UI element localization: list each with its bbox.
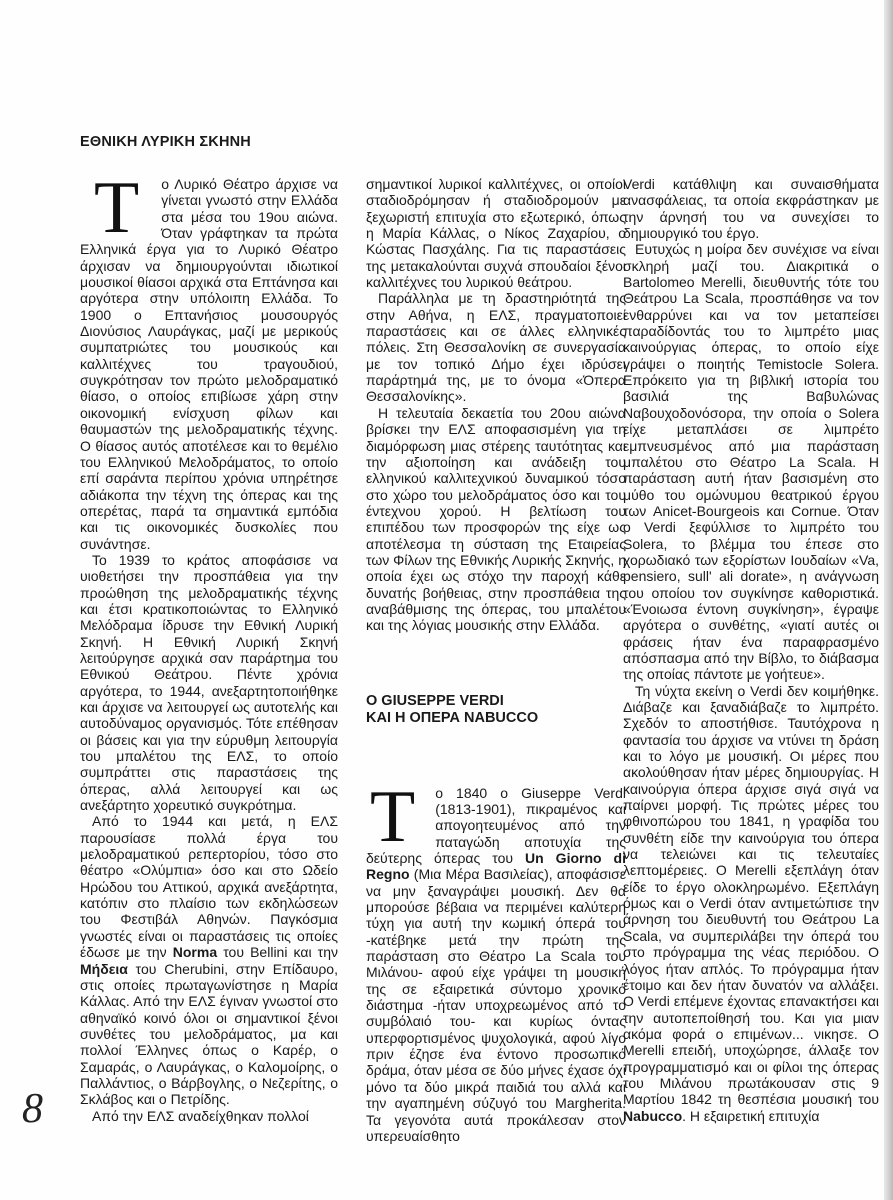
page-edge-shadow [884, 0, 893, 1200]
verdi-section-heading: Ο GIUSEPPE VERDI ΚΑΙ Η ΟΠΕΡΑ NABUCCO [366, 692, 539, 726]
column-2 [366, 176, 626, 1176]
col1-paragraph-1: Τ ο Λυρικό Θέατρο άρχισε να γίνεται γνωστό στην Ελλάδα στα μέσα του 19ου αιώνα. Όταν γράφτηκαν τα πρώτα Ελληνικά έργα για το Λυρικό Θέατρο άρχισαν να δημιουργούνται ιδιωτικοί μουσικοί θίασοι αρχικά στα Επτάνησα και αργότερα στην υπόλοιπη Ελλάδα. Το 1900 ο Επτανήσιος μουσουργός Διονύσιος Λαυράγκας, μαζί με μερικούς συμπατριώτες του μουσικούς και καλλιτέχνες του τραγουδιού, συγκρότησαν τον πρώτο μελοδραματικό θίασο, ο οποίος επιβίωσε χάρη στην οικονομική ενίσχυση φίλων και θαυμαστών της μελοδραματικής τέχνης. Ο θίασος αυτός αποτέλεσε και το θεμέλιο του Ελληνικού Μελοδράματος, το οποίο επί σαράντα περίπου χρόνια υπηρέτησε αδιάκοπα την τέχνη της όπερας και της οπερέτας, παρά τα σημαντικά εμπόδια και τις οικονομικές δυσκολίες που συνάντησε. [80, 167, 338, 552]
drop-cap: Τ [370, 775, 416, 858]
col3-paragraph-2: Ευτυχώς η μοίρα δεν συνέχισε να είναι σκληρή μαζί του. Διακριτικά ο Bartolomeo Merelli, διευθυντής τότε του Θεάτρου La Scala, προσπάθησε να τον ενθαρρύνει και να τον μεταπείσει παραδίδοντάς του το λιμπρέτο μιας καινούργιας όπερας, το οποίο είχε γράψει ο ποιητής Temistocle Solera. Επρόκειτο για τη βιβλική ιστορία του βασιλιά της Βαβυλώνας Ναβουχοδονόσορα, την οποία ο Solera είχε μεταπλάσει σε λιμπρέτο εμπνευσμένος από μια παράσταση μπαλέτου στο Θέατρο La Scala. Η παράσταση αυτή ήταν βασισμένη στο μύθο του ομώνυμου θεατρικού έργου των Anicet-Bourgeois και Cornue. Όταν ο Verdi ξεφύλλισε το λιμπρέτο του Solera, το βλέμμα του έπεσε στο χορωδιακό των εξορίστων Ιουδαίων «Va, pensiero, sull' ali dorate», η ανάγνωση του οποίου τον συγκίνησε καθοριστικά. «Ένοιωσα έντονη συγκίνηση», έγραψε αργότερα ο συνθέτης, «γιατί αυτές οι φράσεις ήταν ένα παραφρασμένο απόσπασμα από την Βίβλο, το διάβασμα της οποίας πάντοτε με γοήτευε». [623, 241, 879, 683]
medea-title: Μήδεια [80, 960, 128, 977]
col1-paragraph-2: Το 1939 το κράτος αποφάσισε να υιοθετήσει την προσπάθεια για την προώθηση της μελοδραματικής τέχνης και έτσι κρατικοποιώντας το Ελληνικό Μελόδραμα ίδρυσε την Εθνική Λυρική Σκηνή. Η Εθνική Λυρική Σκηνή λειτούργησε αρχικά σαν παράρτημα του Εθνικού Θεάτρου. Πέντε χρόνια αργότερα, το 1944, ανεξαρτητοποιήθηκε και άρχισε να λειτουργεί ως αυτοτελής και αυτοδύναμος οργανισμός. Τότε επέθησαν οι βάσεις και για την εύρυθμη λειτουργία του μπαλέτου της ΕΛΣ, το οποίο συμπράττει στις παραστάσεις της όπερας, αλλά λειτουργεί και ως ανεξάρτητο χορευτικό συγκρότημα. [80, 551, 338, 814]
col2-paragraph-3: Η τελευταία δεκαετία του 20ου αιώνα βρίσκει την ΕΛΣ αποφασισμένη για τη διαμόρφωση μιας στέρεης ταυτότητας και την αξιοποίηση και ανάδειξη του ελληνικού καλλιτεχνικού δυναμικού τόσο στο χώρο του μελοδράματος όσο και του έντεχνου χορού. Η βελτίωση του επιπέδου των προσφορών της είχε ως αποτέλεσμα τη σύσταση της Εταιρείας των Φίλων της Εθνικής Λυρικής Σκηνής, η οποία έχει ως στόχο την παροχή κάθε δυνατής βοήθειας, στην προσπάθεια της αναβάθμισης της όπερας, του μπαλέτου και της λόγιας μουσικής στην Ελλάδα. [366, 404, 626, 634]
col3-paragraph-1: Verdi κατάθλιψη και συναισθήματα ανασφάλειας, τα οποία εκφράστηκαν με την άρνησή του να συνεχίσει το δημιουργικό του έργο. [623, 176, 879, 242]
col2-paragraph-4: Τ ο 1840 ο Giuseppe Verdi (1813-1901), πικραμένος και απογοητευμένος από την παταγώδη αποτυχία της δεύτερης όπερας του Un Giorno di Regno (Μια Μέρα Βασιλείας), αποφάσισε να μην ξαναγράψει μουσική. Δεν θα μπορούσε βέβαια να περιμένει καλύτερη τύχη για αυτή την κωμική όπερά του -κατέβηκε μετά την πρώτη της παράσταση στο Θέατρο La Scala του Μιλάνου- αφού είχε γράψει τη μουσική της σε εξαιρετικά σύντομο χρονικό διάστημα -ήταν υποχρεωμένος από το συμβόλαιό του- και κυρίως όντας υπερφορτισμένος ψυχολογικά, αφού λίγο πριν έζησε ένα έντονο προσωπικό δράμα, όταν μέσα σε δύο μήνες έχασε όχι μόνο τα δύο μικρά παιδιά του αλλά και την αγαπημένη σύζυγό του Margherita. Τα γεγονότα αυτά προκάλεσαν στον υπερευαίσθητο [366, 775, 626, 1144]
drop-cap: Τ [94, 167, 140, 249]
nabucco-title: Nabucco [623, 1107, 683, 1124]
col2-paragraph-1: σημαντικοί λυρικοί καλλιτέχνες, οι οποίοι σταδιοδρόμησαν ή σταδιοδρομούν με ξεχωριστή επιτυχία στο εξωτερικό, όπως η Μαρία Κάλλας, ο Νίκος Ζαχαρίου, ο Κώστας Πασχάλης. Για τις παραστάσεις της μετακαλούνται συχνά σπουδαίοι ξένοι καλλιτέχνες του λυρικού θεάτρου. [366, 176, 626, 291]
col1-paragraph-3: Από το 1944 και μετά, η ΕΛΣ παρουσίασε πολλά έργα του μελοδραματικού ρεπερτορίου, τόσο στο θέατρο «Ολύμπια» όσο και στο Ωδείο Ηρώδου του Αττικού, αρχικά ανεξάρτητα, κατόπιν στο πλαίσιο των εκδηλώσεων του Φεστιβάλ Αθηνών. Παγκόσμια γνωστές είναι οι παραστάσεις τις οποίες έδωσε με την Norma του Bellini και την Μήδεια του Cherubini, στην Επίδαυρο, στις οποίες πρωταγωνίστησε η Μαρία Κάλλας. Από την ΕΛΣ έγιναν γνωστοί στο αθηναϊκό κοινό όλοι οι σημαντικοί ξένοι συνθέτες του μελοδράματος, μα και πολλοί Έλληνες όπως ο Καρέρ, ο Σαμαράς, ο Λαυράγκας, ο Καλομοίρης, ο Παλλάντιος, ο Βάρβογλης, ο Νεζερίτης, ο Σκλάβος και ο Πετρίδης. [80, 813, 338, 1108]
un-giorno-title: Un Giorno di Regno [366, 850, 626, 883]
col2-paragraph-2: Παράλληλα με τη δραστηριότητά της στην Αθήνα, η ΕΛΣ, πραγματοποιεί παραστάσεις και σε άλλες ελληνικές πόλεις. Στη Θεσσαλονίκη σε συνεργασία με τον τοπικό Δήμο έχει ιδρύσει παράρτημά της, με το όνομα «Όπερα Θεσσαλονίκης». [366, 290, 626, 405]
column-1 [80, 167, 338, 1176]
norma-title: Norma [172, 944, 218, 961]
col3-paragraph-3: Τη νύχτα εκείνη ο Verdi δεν κοιμήθηκε. Διάβαζε και ξαναδιάβαζε το λιμπρέτο. Σχεδόν το αποστήθισε. Ταυτόχρονα η φαντασία του άρχισε να ντύνει τη δράση και το λόγο με μουσική. Οι μέρες που ακολούθησαν ήταν μέρες δημιουργίας. Η καινούργια όπερα άρχισε σιγά σιγά να παίρνει μορφή. Τις πρώτες μέρες του φθινοπώρου του 1841, η γραφίδα του συνθέτη είδε την καινούργια του όπερα να τελειώνει και τις τελευταίες λεπτομέρειες. Ο Merelli εξεπλάγη όταν είδε το έργο ολοκληρωμένο. Εξεπλάγη όμως και ο Verdi όταν αντιμετώπισε την άρνηση του διευθυντή του Θεάτρου La Scala, να συμπεριλάβει την όπερά του στο πρόγραμμα της νέας περιόδου. Ο λόγος ήταν απλός. Το πρόγραμμα ήταν έτοιμο και δεν ήταν δυνατόν να αλλάξει. Ο Verdi επέμενε έχοντας επανακτήσει και την αυτοπεποίθησή του. Και για μιαν ακόμα φορά ο επιμένων... νικησε. Ο Merelli επειδή, υποχώρησε, άλλαξε τον προγραμματισμό και οι φίλοι της όπερας του Μιλάνου πρωτάκουσαν στις 9 Μαρτίου 1842 τη θεσπέσια μουσική του Nabucco. Η εξαιρετική επιτυχία [623, 682, 879, 1124]
column-3 [623, 176, 879, 1176]
section-title: ΕΘΝΙΚΗ ΛΥΡΙΚΗ ΣΚΗΝΗ [80, 134, 251, 150]
col1-paragraph-4: Από την ΕΛΣ αναδείχθηκαν πολλοί [92, 1107, 309, 1124]
page-number: 8 [22, 1086, 43, 1132]
